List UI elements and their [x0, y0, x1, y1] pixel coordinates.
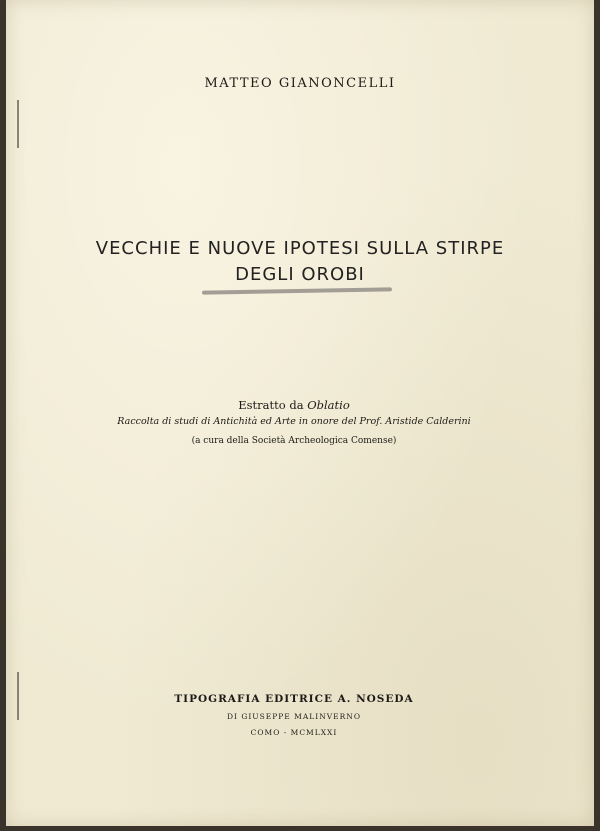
estratto-title: Oblatio	[307, 398, 350, 412]
author-name: MATTEO GIANONCELLI	[204, 76, 396, 91]
publisher-name: TIPOGRAFIA EDITRICE A. NOSEDA	[174, 693, 414, 705]
place-year: COMO - MCMLXXI	[250, 728, 338, 737]
estratto-prefix: Estratto da	[238, 398, 304, 412]
book-title	[6, 236, 594, 288]
title-line-2: DEGLI OROBI	[235, 264, 365, 285]
pencil-underline	[202, 287, 392, 294]
binding-stitch-top	[17, 100, 19, 148]
publisher-sub: DI GIUSEPPE MALINVERNO	[226, 712, 362, 721]
book-cover	[6, 0, 594, 826]
title-line-1: VECCHIE E NUOVE IPOTESI SULLA STIRPE	[95, 238, 505, 259]
raccolta-line: Raccolta di studi di Antichità ed Arte in onore del Prof. Aristide Calderini	[117, 416, 471, 427]
cura-line: (a cura della Società Archeologica Comense)	[191, 436, 397, 446]
estratto-line	[0, 398, 588, 412]
